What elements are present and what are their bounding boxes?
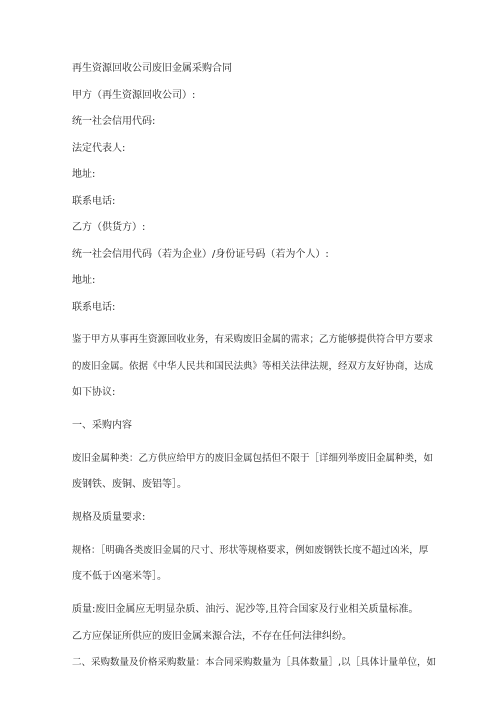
quality-requirement: 质量:废旧金属应无明显杂质、油污、泥沙等,且符合国家及行业相关质量标准。 [72,604,419,615]
preamble-paragraph [72,327,437,407]
party-b-heading: 乙方（供货方）: [72,222,146,233]
spec-title: 规格及质量要求: [72,512,146,523]
preamble-line: 鉴于甲方从事再生资源回收业务，有采购废旧金属的需求；乙方能够提供符合甲方要求 [72,334,434,345]
party-a-credit-code: 统一社会信用代码: [72,116,156,127]
metal-kind-line: 废旧金属种类：乙方供应给甲方的废旧金属包括但不限于［详细列举废旧金属种类，如 [72,452,434,464]
party-b-phone: 联系电话: [72,301,116,313]
party-a-phone: 联系电话: [72,195,116,207]
party-a-heading: 甲方（再生资源回收公司）: [72,89,196,101]
preamble-line: 的废旧金属。依据《中华人民共和国民法典》等相关法律法规，经双方友好协商，达成 [72,360,434,372]
spec-line: 度不低于凶毫米等］。 [72,571,167,582]
metal-kind-line: 废钢铁、废铜、废铝等］。 [72,479,187,490]
spec-line: 规格：［明确各类废旧金属的尺寸、形状等规格要求，例如废钢铁长度不超过凶米，厚 [72,544,429,556]
party-a-address: 地址: [72,169,96,180]
party-a-legal-rep: 法定代表人: [72,142,126,154]
section-2-title: 二、采购数量及价格采购数量：本合同采购数量为［具体数量］,以［具体计量单位，如 [72,657,437,668]
contract-title: 再生资源回收公司废旧金属采购合同 [72,63,232,74]
preamble-line: 如下协议: [72,387,116,398]
party-b-id-code: 统一社会信用代码（若为企业）/身份证号码（若为个人）: [72,248,329,260]
spec-paragraph [72,538,437,591]
contract-document [72,62,437,670]
section-1-title: 一、采购内容 [72,420,132,431]
legal-source-clause: 乙方应保证所供应的废旧金属来源合法，不存在任何法律纠纷。 [72,630,352,642]
metal-kind-paragraph [72,446,437,499]
party-b-address: 地址: [72,275,96,286]
